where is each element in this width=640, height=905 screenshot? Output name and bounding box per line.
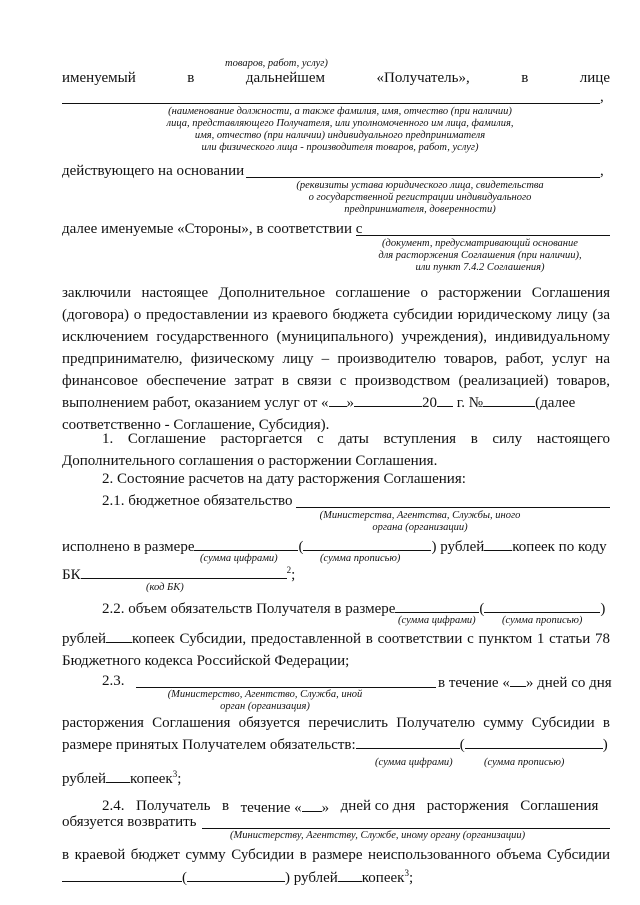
word: дальнейшем xyxy=(245,70,325,86)
intro-line-date: выполнением работ, оказанием услуг от « » 20 г. № (далее xyxy=(62,392,610,414)
rub-kop-line: рублей копеек$^3$; xyxy=(62,769,182,787)
note-basis: (реквизиты устава юридического лица, свидетельства о государственной регистрации индивидуального предпринимателя, доверенности) xyxy=(296,180,544,215)
acting-basis-label: действующего на основании xyxy=(62,163,245,179)
days-field[interactable] xyxy=(510,672,526,687)
item-2-1-label: 2.1. бюджетное обязательство xyxy=(102,493,293,509)
obligations-digits-field[interactable] xyxy=(395,598,479,613)
word: в xyxy=(521,70,529,86)
date-year-field[interactable] xyxy=(437,392,453,407)
amount-digits-field[interactable] xyxy=(62,867,182,882)
number-field[interactable] xyxy=(483,392,535,407)
note-bk: (код БК) xyxy=(146,582,184,593)
note-ministry-2-3: (Министерство, Агентство, Служба, иной орган (организация) xyxy=(167,689,363,712)
amount-words-field[interactable] xyxy=(187,867,285,882)
days-line: в течение « » дней со дня xyxy=(438,672,612,692)
note-ministry-2-4: (Министерству, Агентству, Службе, иному органу (организации) xyxy=(230,830,526,841)
date-month-field[interactable] xyxy=(354,392,422,407)
item-2-2-line: 2.2. объем обязательств Получателя в размере ( ) xyxy=(102,598,605,618)
intro-paragraph: заключили настоящее Дополнительное соглашение о расторжении Соглашения (договора) о предоставлении из краевого бюджета субсидии юридическому лицу (за исключением государственного (муниципального) учреждения), индивидуальному предпринимателю, физическому лицу – производителю товаров, работ, услуг на финансовое обеспечение затрат в связи с производством (реализацией) товаров, выполнением работ, оказанием услуг от « » 20 г. № (далее соответственно - Соглашение, Субсидия). xyxy=(62,285,610,433)
note-document: (документ, предусматривающий основание для расторжения Соглашения (при наличии), или пункт 7.4.2 Соглашения) xyxy=(378,238,582,273)
note-digits: (сумма цифрами) xyxy=(375,757,453,768)
ministry-field-2-3[interactable] xyxy=(136,687,436,688)
bk-line: БК $^2$; xyxy=(62,565,296,583)
word: лице xyxy=(579,70,610,86)
named-line xyxy=(62,69,610,87)
kopecks-field[interactable] xyxy=(484,536,512,551)
kopecks-field[interactable] xyxy=(106,768,130,783)
executed-amount-line: исполнено в размере ( ) рублей копеек по коду xyxy=(62,536,607,556)
item-1: 1. Соглашение расторгается с даты вступления в силу настоящего Дополнительного соглашения о расторжении Соглашения. xyxy=(62,431,610,469)
note-digits: (сумма цифрами) xyxy=(200,553,278,564)
item-2: 2. Состояние расчетов на дату расторжения Соглашения: xyxy=(102,471,466,487)
word: именуемый xyxy=(62,70,136,86)
amount-digits-field[interactable] xyxy=(194,536,298,551)
amount-words-field[interactable] xyxy=(303,536,431,551)
item-2-3-label: 2.3. xyxy=(102,673,125,689)
note-goods: товаров, работ, услуг) xyxy=(225,58,328,69)
word: «Получатель», xyxy=(376,70,470,86)
acting-basis-field[interactable] xyxy=(246,177,600,178)
kopecks-field[interactable] xyxy=(338,867,362,882)
item-2-2-cont: рублей копеек Субсидии, предоставленной в соответствии с пунктом 1 статьи 78 Бюджетного кодекса Российской Федерации; xyxy=(62,628,610,672)
note-words: (сумма прописью) xyxy=(502,615,583,626)
obligations-words-field[interactable] xyxy=(484,598,600,613)
amount-digits-field[interactable] xyxy=(356,734,460,749)
note-digits: (сумма цифрами) xyxy=(398,615,476,626)
days-field[interactable] xyxy=(302,797,322,812)
date-day-field[interactable] xyxy=(329,392,347,407)
kopecks-field[interactable] xyxy=(106,628,132,643)
item-2-4-budget: в краевой бюджет сумму Субсидии в размере неиспользованного объема Субсидии xyxy=(62,847,610,863)
document-field[interactable] xyxy=(356,235,610,236)
comma: , xyxy=(600,163,604,179)
note-words: (сумма прописью) xyxy=(484,757,565,768)
item-2-4-amount: ( ) рублей копеек$^3$; xyxy=(62,867,413,887)
ministry-field-2-4[interactable] xyxy=(202,828,610,829)
note-words: (сумма прописью) xyxy=(320,553,401,564)
note-ministry-2-1: (Министерства, Агентства, Службы, иного органа (организации) xyxy=(319,510,521,533)
word: в xyxy=(187,70,195,86)
item-2-4-return: обязуется возвратить xyxy=(62,814,197,830)
comma: , xyxy=(600,89,604,105)
bk-code-field[interactable] xyxy=(81,564,287,579)
representative-field[interactable] xyxy=(62,103,600,104)
item-2-3-cont: расторжения Соглашения обязуется перечислить Получателю сумму Субсидии в размере принятых Получателем обязательств: ( ) xyxy=(62,715,610,753)
amount-words-field[interactable] xyxy=(465,734,603,749)
parties-label: далее именуемые «Стороны», в соответствии с xyxy=(62,221,363,237)
note-representative: (наименование должности, а также фамилия, имя, отчество (при наличии) лица, представляющего Получателя, или уполномоченного им лица, фамилия, имя, отчество (при наличии) индивидуального предпринимателя или физического лица - производителя товаров, работ, услуг) xyxy=(166,106,514,153)
item-2-4-line: 2.4. Получатель в течение « » дней со дня расторжения Соглашения xyxy=(102,798,599,816)
ministry-field-2-1[interactable] xyxy=(296,507,610,508)
